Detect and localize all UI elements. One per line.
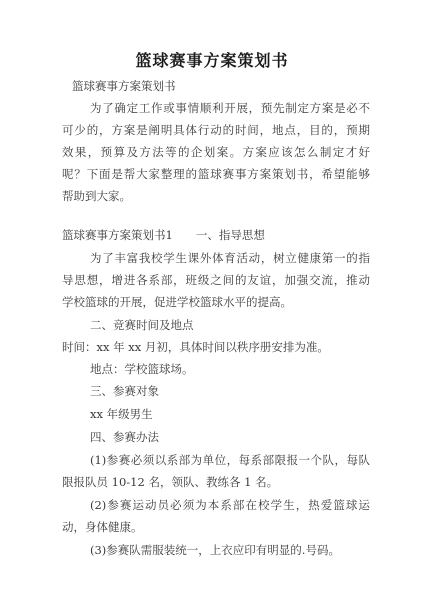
document-subtitle: 篮球赛事方案策划书: [72, 79, 176, 93]
section1-line: 为了丰富我校学生课外体育活动，树立健康第一的指: [90, 251, 370, 265]
event-time: 时间：xx 年 xx 月初，具体时间以秩序册安排为准。: [62, 340, 329, 354]
intro-line: 可少的，方案是阐明具体行动的时间，地点，目的，预期: [62, 123, 370, 137]
section3-heading: 三、参赛对象: [90, 384, 159, 398]
intro-line: 效果，预算及方法等的企划案。方案应该怎么制定才好: [62, 145, 370, 159]
intro-line: 呢？下面是帮大家整理的篮球赛事方案策划书，希望能够: [62, 167, 370, 181]
rule-line: (3)参赛队需服装统一，上衣应印有明显的.号码。: [90, 543, 340, 557]
section1-line: 导思想，增进各系部，班级之间的友谊，加强交流，推动: [62, 273, 370, 287]
document-title: 篮球赛事方案策划书: [135, 51, 289, 70]
participants-text: xx 年级男生: [90, 407, 153, 421]
event-place: 地点：学校篮球场。: [90, 362, 194, 376]
intro-line: 帮助到大家。: [62, 189, 131, 203]
rule-line: (1)参赛必须以系部为单位，每系部限报一个队，每队: [90, 453, 370, 467]
section1-heading: 篮球赛事方案策划书1 一、指导思想: [62, 228, 265, 242]
rule-line: (2)参赛运动员必须为本系部在校学生，热爱篮球运: [90, 498, 370, 512]
rule-line: 动，身体健康。: [62, 520, 143, 534]
rule-line: 限报队员 10-12 名，领队、教练各 1 名。: [62, 475, 279, 489]
section1-line: 学校篮球的开展，促进学校篮球水平的提高。: [62, 295, 292, 309]
section4-heading: 四、参赛办法: [90, 430, 159, 444]
section2-heading: 二、竞赛时间及地点: [90, 318, 194, 332]
intro-line: 为了确定工作或事情顺利开展，预先制定方案是必不: [90, 101, 370, 115]
